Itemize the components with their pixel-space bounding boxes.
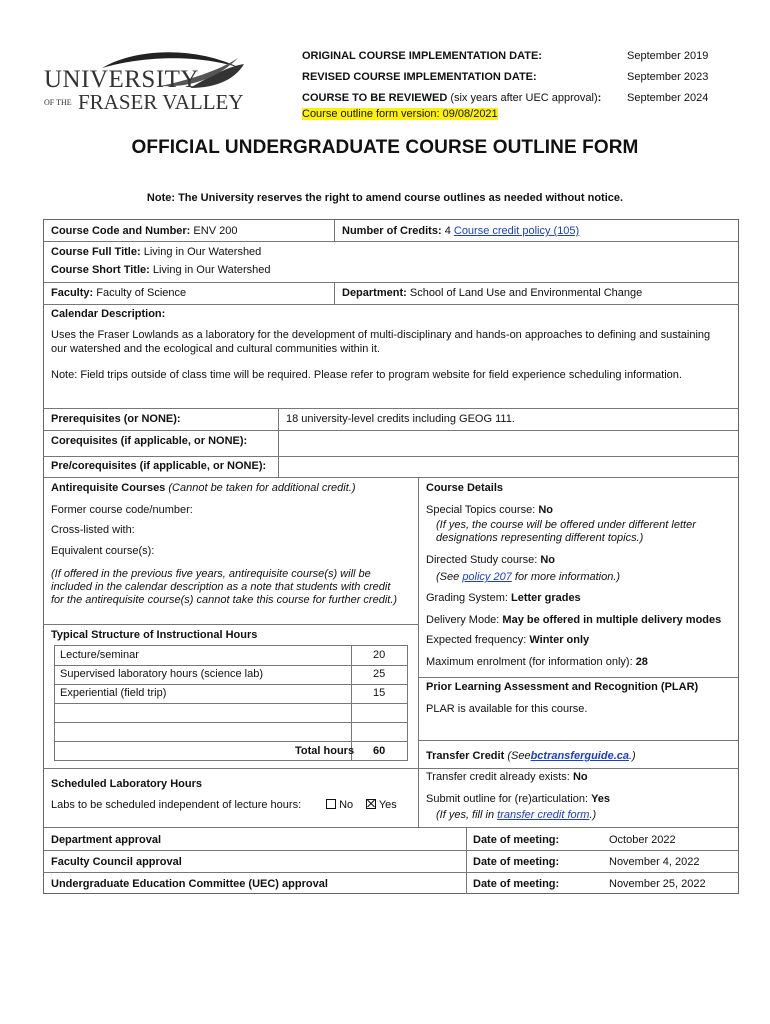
lab-yes-option[interactable]: Yes [366,799,397,811]
former-course: Former course code/number: [51,504,193,516]
original-date-label: ORIGINAL COURSE IMPLEMENTATION DATE: [302,50,542,62]
cross-listed: Cross-listed with: [51,524,135,536]
faculty: Faculty: Faculty of Science [51,287,187,299]
plar-text: PLAR is available for this course. [426,703,588,715]
total-hours-label: Total hours [295,745,355,757]
logo-university: UNIVERSITY [44,66,199,93]
meeting-label: Date of meeting: [473,878,560,890]
calendar-line-1: Uses the Fraser Lowlands as a laboratory for the development of multi-disciplinary and hands-on approaches to defining and sustaining [51,329,711,341]
credits: Number of Credits: 4 Course credit policy (105) [342,225,580,237]
yes-checked-checkbox-icon[interactable] [366,799,376,809]
hours-row-value: 15 [373,687,386,699]
lab-no-option[interactable]: No [326,799,353,811]
special-note-2: designations representing different topics.) [436,532,644,544]
course-outline-table [43,219,739,894]
total-hours-value: 60 [373,745,386,757]
calendar-note: Note: Field trips outside of class time will be required. Please refer to program website for field experience scheduling information. [51,369,682,381]
amend-notice: Note: The University reserves the right to amend course outlines as needed without notice. [146,192,624,204]
short-title: Course Short Title: Living in Our Watershed [51,264,271,276]
hours-row-name: Lecture/seminar [60,649,139,661]
hours-row-value: 25 [373,668,386,680]
revised-date-value: September 2023 [627,71,709,83]
course-code: Course Code and Number: ENV 200 [51,225,238,237]
scheduled-lab-label: Scheduled Laboratory Hours [51,778,202,790]
coreq-label: Corequisites (if applicable, or NONE): [51,435,248,447]
approval-name: Undergraduate Education Committee (UEC) approval [51,878,328,890]
meeting-label: Date of meeting: [473,856,560,868]
course-details-label: Course Details [426,482,504,494]
meeting-date: November 25, 2022 [609,878,706,890]
special-topics: Special Topics course: No [426,504,553,516]
calendar-label: Calendar Description: [51,308,166,320]
transfer-credit-label: Transfer Credit (Seebctransferguide.ca.) [426,750,636,762]
prereq-value: 18 university-level credits including GEOG 111. [286,413,515,425]
credit-policy-link[interactable]: Course credit policy (105) [453,225,580,237]
revised-date-label: REVISED COURSE IMPLEMENTATION DATE: [302,71,537,83]
logo-fraser-valley: FRASER VALLEY [78,90,244,114]
antireq-label: Antirequisite Courses (Cannot be taken for additional credit.) [51,482,356,494]
antireq-note-1: (If offered in the previous five years, antirequisite course(s) will be [51,568,371,580]
approval-name: Faculty Council approval [51,856,182,868]
page-title: OFFICIAL UNDERGRADUATE COURSE OUTLINE FORM [131,137,639,158]
no-checkbox-icon[interactable] [326,799,336,809]
ufv-logo [40,48,250,122]
lab-question: Labs to be scheduled independent of lecture hours: [51,799,302,811]
hours-row-value: 20 [373,649,386,661]
hours-row-name: Supervised laboratory hours (science lab) [60,668,263,680]
hours-row-name: Experiential (field trip) [60,687,167,699]
logo-of-the: OF THE [44,98,72,107]
max-enrolment: Maximum enrolment (for information only): 28 [426,656,648,668]
transfer-exists: Transfer credit already exists: No [426,771,588,783]
department: Department: School of Land Use and Environmental Change [342,287,643,299]
calendar-line-2: our watershed and the ecological and cultural communities within it. [51,343,380,355]
policy-207-link[interactable]: policy 207 [462,571,512,583]
bctransferguide-link[interactable]: bctransferguide.ca [530,750,629,762]
equivalent-courses: Equivalent course(s): [51,545,155,557]
prereq-label: Prerequisites (or NONE): [51,413,181,425]
meeting-date: November 4, 2022 [609,856,700,868]
plar-label: Prior Learning Assessment and Recognition (PLAR) [426,681,699,693]
directed-study: Directed Study course: No [426,554,556,566]
grading-system: Grading System: Letter grades [426,592,581,604]
review-date-value: September 2024 [627,92,709,104]
expected-frequency: Expected frequency: Winter only [426,634,590,646]
directed-note: (See policy 207 for more information.) [436,571,621,583]
delivery-mode: Delivery Mode: May be offered in multiple delivery modes [426,614,722,626]
form-version: Course outline form version: 09/08/2021 [302,108,498,120]
meeting-date: October 2022 [609,834,676,846]
submit-outline: Submit outline for (re)articulation: Yes [426,793,611,805]
meeting-label: Date of meeting: [473,834,560,846]
precoreq-label: Pre/corequisites (if applicable, or NONE): [51,460,267,472]
hours-label: Typical Structure of Instructional Hours [51,629,258,641]
approval-name: Department approval [51,834,162,846]
full-title: Course Full Title: Living in Our Watershed [51,246,262,258]
antireq-note-3: for the antirequisite course(s) cannot take this course for further credit.) [51,594,398,606]
antireq-note-2: included in the calendar description as a note that students with credit [51,581,391,593]
hours-table [54,645,408,761]
original-date-value: September 2019 [627,50,709,62]
transfer-credit-form-link[interactable]: transfer credit form [497,809,590,821]
special-note-1: (If yes, the course will be offered under different letter [436,519,696,531]
review-date-label: COURSE TO BE REVIEWED (six years after UEC approval): [302,92,602,104]
transfer-fill-note: (If yes, fill in transfer credit form.) [436,809,597,821]
